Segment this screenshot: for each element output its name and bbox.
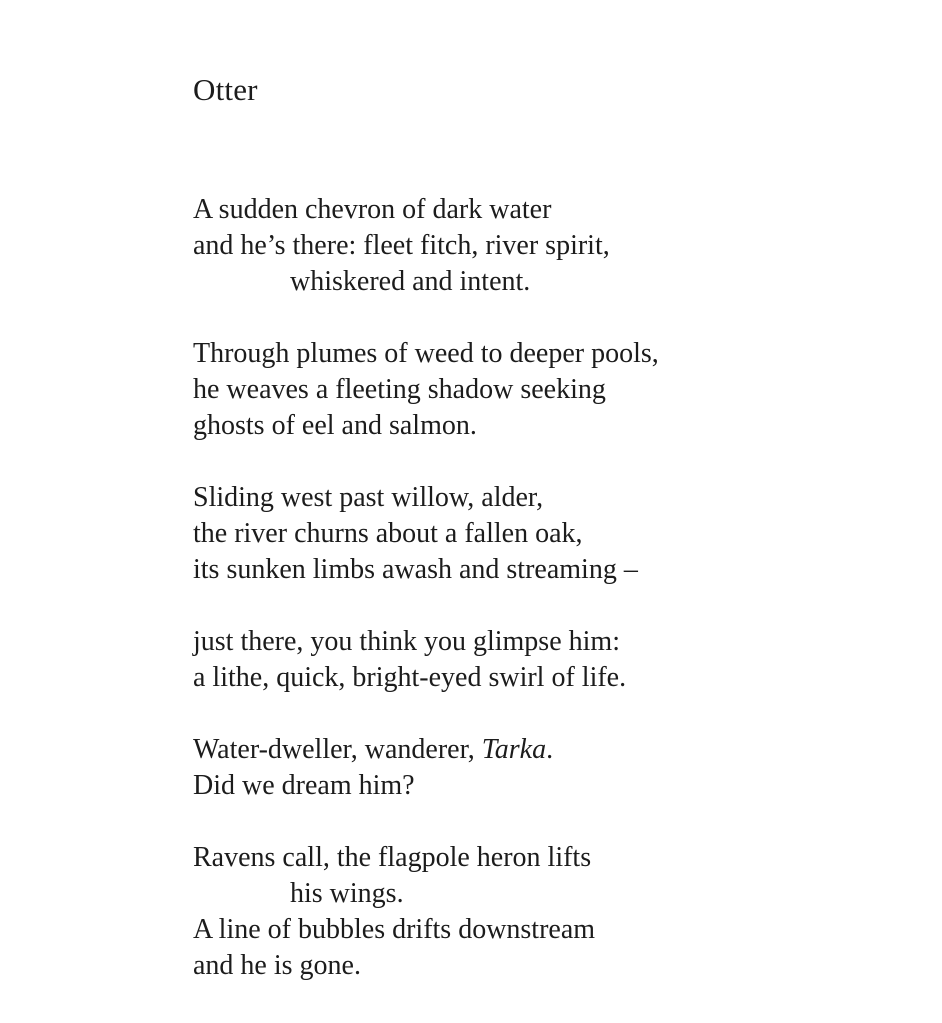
poem-line <box>193 228 902 264</box>
poem-line-segment: Sliding west past willow, alder, <box>193 482 544 513</box>
poem-line <box>193 948 902 984</box>
stanza <box>193 732 902 804</box>
poem-line-segment: and he is gone. <box>193 950 361 981</box>
poem-line-segment: he weaves a fleeting shadow seeking <box>193 374 606 405</box>
poem-line <box>193 264 902 300</box>
poem-line-segment: his wings. <box>290 878 404 909</box>
poem-line-segment: Ravens call, the flagpole heron lifts <box>193 842 592 873</box>
stanza <box>193 840 902 984</box>
poem-line <box>193 408 902 444</box>
poem-line-segment: A sudden chevron of dark water <box>193 194 552 225</box>
poem-line <box>193 876 902 912</box>
stanza <box>193 336 902 444</box>
poem-line <box>193 732 902 768</box>
stanza <box>193 624 902 696</box>
poem-line-segment: . <box>546 734 554 765</box>
poem-line <box>193 336 902 372</box>
poem-line <box>193 840 902 876</box>
poem-line-segment: A line of bubbles drifts downstream <box>193 914 596 945</box>
poem-line <box>193 192 902 228</box>
poem-line-segment: its sunken limbs awash and streaming – <box>193 554 638 585</box>
poem-line-segment: whiskered and intent. <box>290 266 531 297</box>
poem-line <box>193 660 902 696</box>
poem-line-italic-segment: Tarka <box>481 734 547 765</box>
poem-line-segment: just there, you think you glimpse him: <box>193 626 620 657</box>
poem-line <box>193 480 902 516</box>
poem-line <box>193 516 902 552</box>
poem-line-segment: Through plumes of weed to deeper pools, <box>193 338 659 369</box>
stanza <box>193 192 902 300</box>
poem-body <box>193 192 902 984</box>
poem-line <box>193 912 902 948</box>
poem-line-segment: Did we dream him? <box>193 770 415 801</box>
poem-line-segment: ghosts of eel and salmon. <box>193 410 477 441</box>
poem-line-segment: the river churns about a fallen oak, <box>193 518 583 549</box>
poem-title: Otter <box>193 72 258 107</box>
poem-line <box>193 768 902 804</box>
poem-line-segment: and he’s there: fleet fitch, river spirit, <box>193 230 610 261</box>
poem-line <box>193 624 902 660</box>
poem-line <box>193 552 902 588</box>
poem-line <box>193 372 902 408</box>
poem-line-segment: Water-dweller, wanderer, <box>193 734 482 765</box>
poem-line-segment: a lithe, quick, bright-eyed swirl of life. <box>193 662 627 693</box>
stanza <box>193 480 902 588</box>
